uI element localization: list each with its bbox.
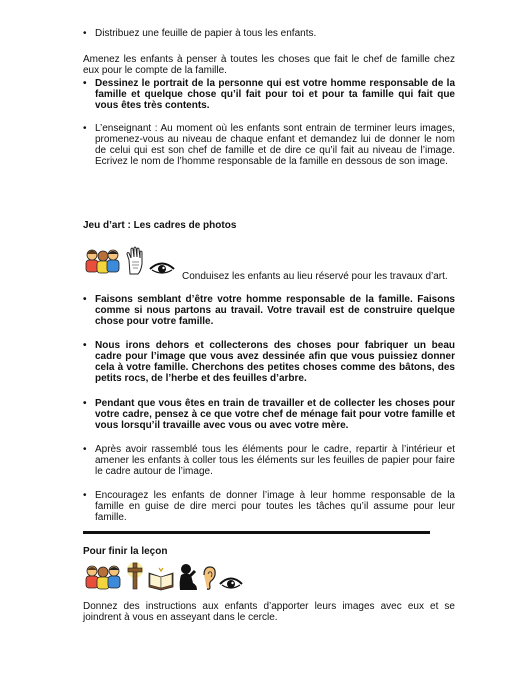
bullet-marker: • — [83, 123, 87, 134]
art-bullet-text: Encouragez les enfants de donner l’image à leur homme responsable de la famille en guise de dire merci pour toutes les tâches qu’il assume pour leur famille. — [95, 490, 455, 523]
bible-icon — [147, 565, 175, 591]
art-heading: Jeu d’art : Les cadres de photos — [83, 220, 237, 231]
bullet-marker: • — [83, 294, 87, 305]
bullet-marker: • — [83, 28, 87, 39]
art-bullet-5 — [83, 490, 455, 523]
end-icon-row — [83, 561, 243, 591]
children-group-icon — [83, 563, 123, 591]
intro-bullet — [83, 28, 453, 39]
bullet-marker: • — [83, 340, 87, 351]
bullet-marker: • — [83, 78, 87, 89]
bullet-marker: • — [83, 444, 87, 455]
draw-bullet-text: Dessinez le portrait de la personne qui est votre homme responsable de la famille et quelque chose qu’il fait pour toi et pour ta famille qui fait que vous êtes très contents. — [95, 78, 455, 111]
art-bullet-1 — [83, 294, 455, 327]
art-bullet-text: Après avoir rassemblé tous les éléments pour le cadre, repartir à l’intérieur et amener les enfants à coller tous les éléments sur les feuilles de papier pour faire le cadre autour de l’image. — [95, 444, 455, 477]
art-bullet-text: Nous irons dehors et collecterons des choses pour fabriquer un beau cadre pour l’image que vous avez dessinée afin que vous puissiez donner cela à votre famille. Cherchons des petites choses comme des bâtons, des petits rocs, de l’herbe et des feuilles d’arbre. — [95, 340, 455, 384]
teacher-bullet-text: L’enseignant : Au moment où les enfants sont entrain de terminer leurs images, promenez-vous au niveau de chaque enfant et demandez lui de donner le nom de celui qui est son chef de famille et de dire ce qu’il fait au niveau de l’image. Ecrivez le nom de l’homme responsable de la famille en dessous de son image. — [95, 123, 455, 167]
art-bullet-text: Faisons semblant d’être votre homme responsable de la famille. Faisons comme si nous partons au travail. Votre travail est de construire quelque chose pour votre famille. — [95, 294, 455, 327]
art-lead: Conduisez les enfants au lieu réservé pour les travaux d’art. — [182, 271, 448, 282]
bullet-marker: • — [83, 490, 87, 501]
praying-person-icon — [177, 563, 199, 591]
end-paragraph: Donnez des instructions aux enfants d’apporter leurs images avec eux et se joindrent à vous en asseyant dans le cercle. — [83, 601, 455, 623]
intro-paragraph: Amenez les enfants à penser à toutes les choses que fait le chef de famille chez eux pour le compte de la famille. — [83, 54, 455, 76]
intro-bullet-text: Distribuez une feuille de papier à tous les enfants. — [95, 28, 317, 39]
bullet-marker: • — [83, 398, 87, 409]
art-bullet-2 — [83, 340, 455, 384]
art-bullet-text: Pendant que vous êtes en train de travailler et de collecter les choses pour votre cadre, pensez à ce que votre chef de ménage fait pour votre famille et vous lorsqu’il travaille avec vous ou avec votre mère. — [95, 398, 455, 431]
eye-icon — [219, 575, 243, 591]
teacher-bullet — [83, 123, 455, 167]
art-bullet-4 — [83, 444, 455, 477]
ear-icon — [201, 565, 217, 591]
cross-icon — [125, 561, 145, 591]
eye-icon — [149, 260, 175, 276]
hand-icon — [124, 246, 146, 276]
art-icon-row — [83, 246, 175, 276]
section-divider — [83, 531, 430, 534]
end-heading: Pour finir la leçon — [83, 546, 168, 557]
children-group-icon — [83, 246, 121, 276]
art-bullet-3 — [83, 398, 455, 431]
draw-bullet — [83, 78, 455, 111]
